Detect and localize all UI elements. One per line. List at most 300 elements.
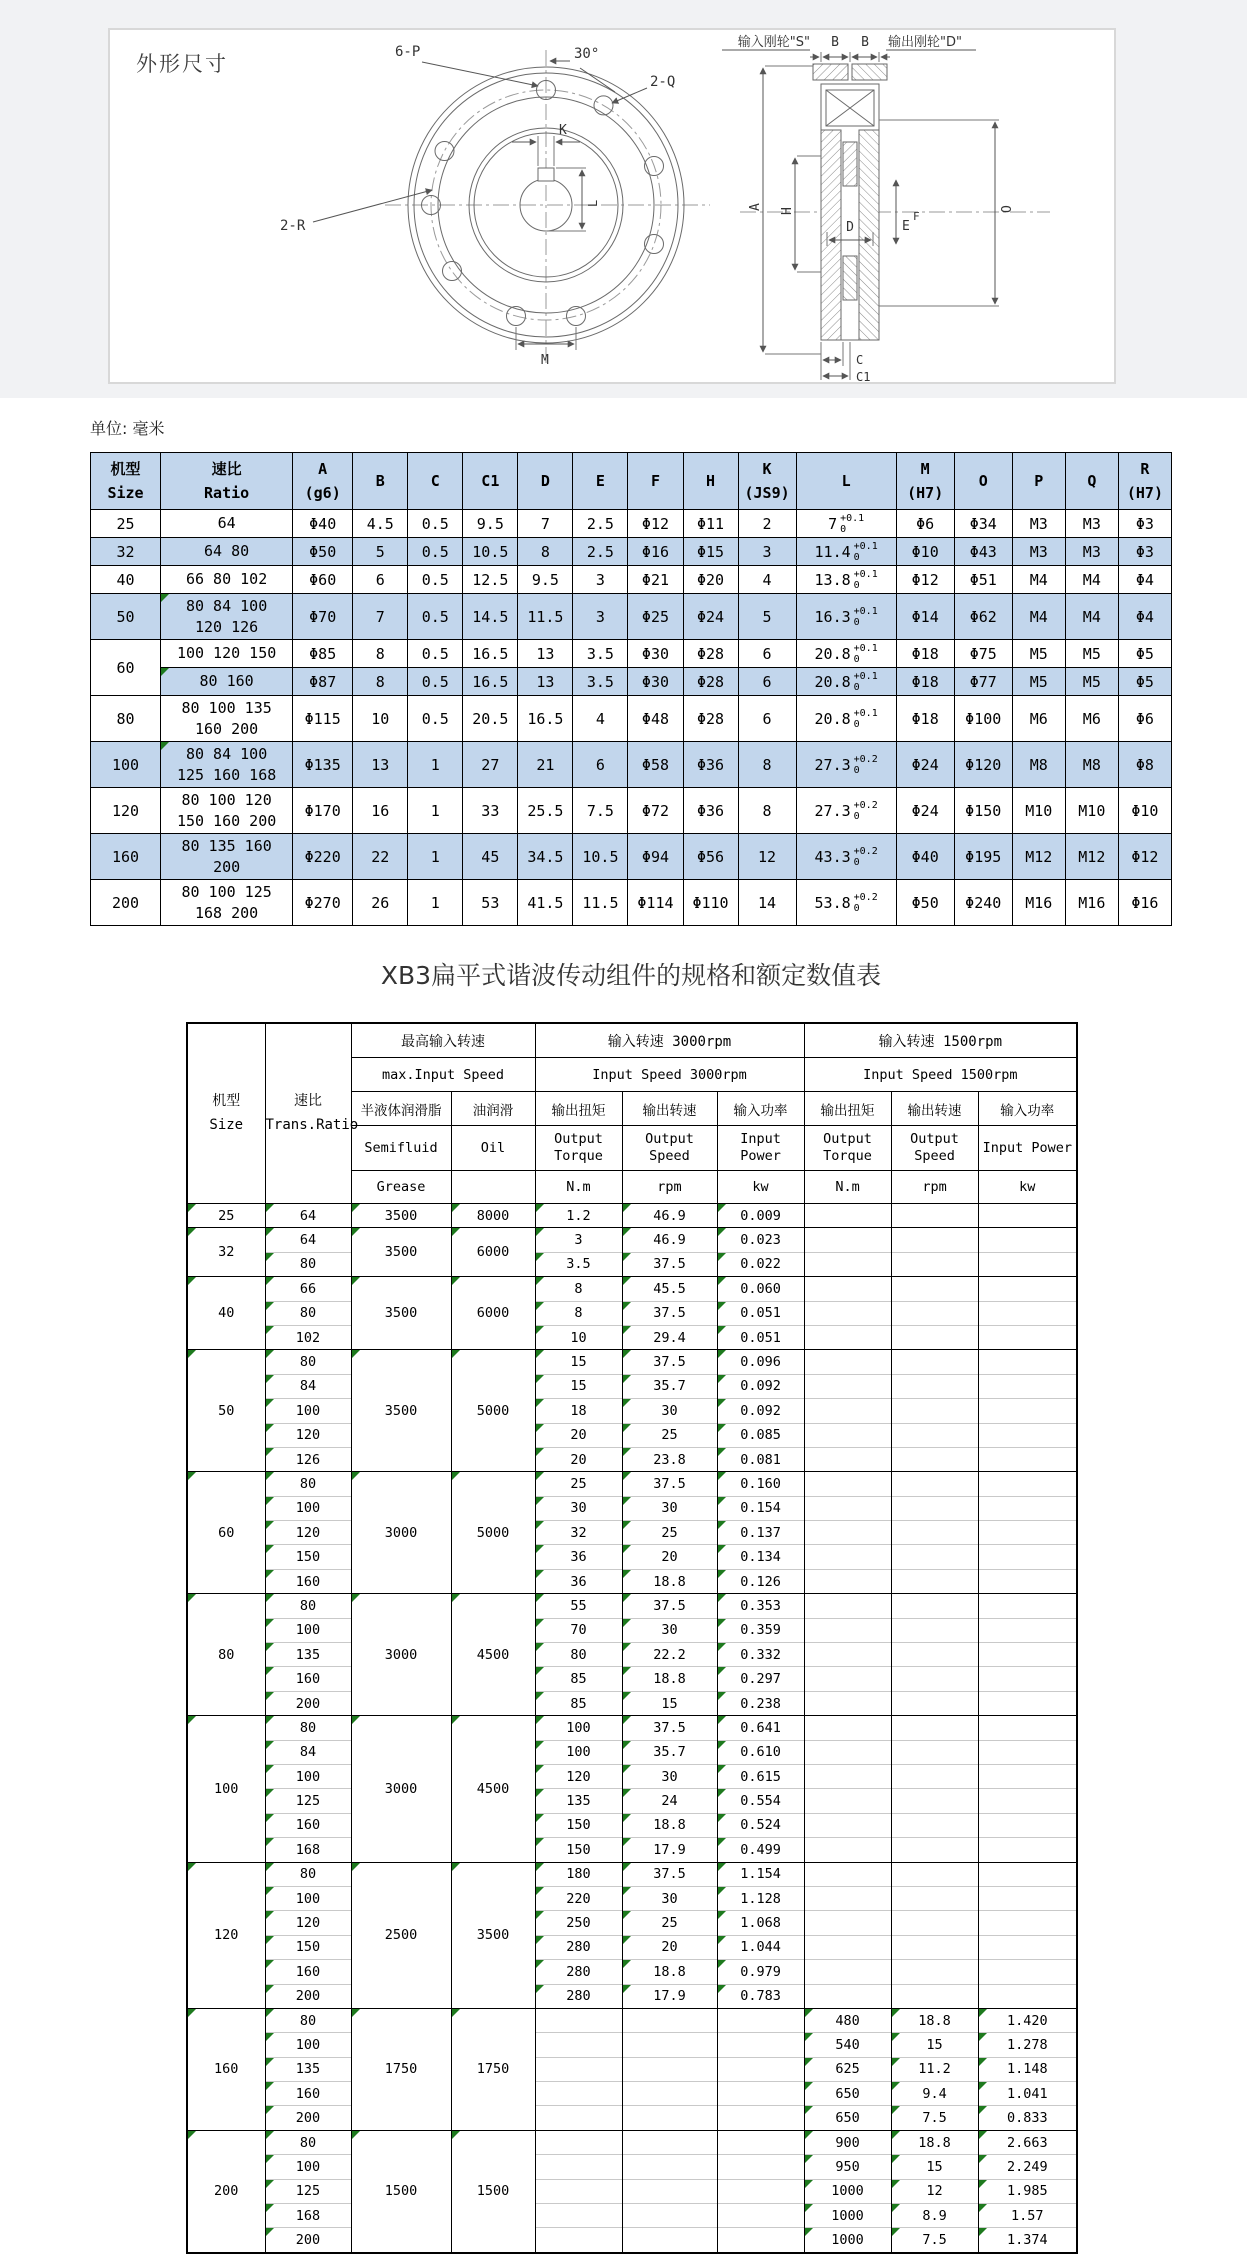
dim-value-cell: 6 xyxy=(738,668,796,696)
spec-torque-1500-cell xyxy=(804,1325,891,1349)
spec-torque-3000-cell: 80 xyxy=(535,1643,622,1667)
l-tolerance xyxy=(854,754,878,776)
spec-power-3000-cell: 0.610 xyxy=(717,1740,804,1764)
dim-size-cell: 50 xyxy=(91,594,161,640)
power-cn-1500: 输入功率 xyxy=(978,1092,1077,1126)
dim-value-cell: M16 xyxy=(1012,880,1065,926)
side-label-input-wheel: 输入刚轮"S" xyxy=(737,35,810,50)
spec-torque-1500-cell xyxy=(804,1447,891,1471)
dim-ratio-cell xyxy=(161,880,293,926)
spec-speed-3000-cell xyxy=(622,2155,717,2179)
spec-ratio-cell: 168 xyxy=(265,2204,351,2228)
spec-power-3000-cell: 0.554 xyxy=(717,1789,804,1813)
spec-table-row xyxy=(187,1252,1077,1276)
torque-en-3000: Output Torque xyxy=(535,1126,622,1171)
spec-power-1500-cell xyxy=(978,1399,1077,1423)
l-value: 7 xyxy=(828,514,838,533)
dim-value-cell: Φ50 xyxy=(293,538,353,566)
dim-value-cell: Φ75 xyxy=(954,640,1012,668)
ratio-line: 125 160 168 xyxy=(176,765,277,784)
spec-power-3000-cell xyxy=(717,2082,804,2106)
spec-power-3000-cell xyxy=(717,2155,804,2179)
dim-value-cell: Φ10 xyxy=(896,538,954,566)
spec-size-cell: 120 xyxy=(187,1862,265,2008)
dim-value-cell: 22 xyxy=(353,834,408,880)
dim-value-cell: Φ36 xyxy=(683,742,738,788)
side-label-c1: C1 xyxy=(856,370,871,382)
spec-torque-1500-cell xyxy=(804,1862,891,1886)
dim-col-header-line2: Size xyxy=(107,484,144,502)
spec-power-1500-cell: 1.148 xyxy=(978,2057,1077,2081)
tolerance-upper: +0.2 xyxy=(853,845,878,857)
spec-ratio-cell: 80 xyxy=(265,2008,351,2032)
spec-power-3000-cell: 0.137 xyxy=(717,1521,804,1545)
spec-power-3000-cell xyxy=(717,2057,804,2081)
spec-torque-3000-cell: 85 xyxy=(535,1667,622,1691)
dim-value-cell: 6 xyxy=(353,566,408,594)
dim-value-cell: Φ16 xyxy=(1118,880,1171,926)
spec-torque-1500-cell xyxy=(804,1350,891,1374)
spec-torque-3000-cell: 30 xyxy=(535,1496,622,1520)
dim-value-cell: Φ3 xyxy=(1118,538,1171,566)
dim-size-cell: 160 xyxy=(91,834,161,880)
dim-value-cell: Φ34 xyxy=(954,510,1012,538)
dim-value-cell: Φ58 xyxy=(628,742,683,788)
tolerance-lower: 0 xyxy=(853,764,860,776)
spec-power-3000-cell: 0.060 xyxy=(717,1277,804,1301)
spec-ratio-cell: 66 xyxy=(265,1277,351,1301)
spec-ratio-cell: 100 xyxy=(265,1399,351,1423)
ratio-line: 64 xyxy=(217,514,236,532)
spec-power-1500-cell xyxy=(978,1350,1077,1374)
dim-col-header-15: Q xyxy=(1065,453,1118,510)
spec-torque-1500-cell: 540 xyxy=(804,2033,891,2057)
spec-ratio-cell: 150 xyxy=(265,1545,351,1569)
spec-power-1500-cell: 1.041 xyxy=(978,2082,1077,2106)
dim-value-cell: M3 xyxy=(1065,538,1118,566)
dim-value-cell: Φ8 xyxy=(1118,742,1171,788)
torque-en-1500: Output Torque xyxy=(804,1126,891,1171)
dim-table-row xyxy=(91,788,1172,834)
spec-power-3000-cell: 0.009 xyxy=(717,1204,804,1228)
dim-value-cell: Φ120 xyxy=(954,742,1012,788)
dim-value-cell: 10.5 xyxy=(463,538,518,566)
dim-col-header-14: P xyxy=(1012,453,1065,510)
dim-value-cell: Φ28 xyxy=(683,696,738,742)
l-value: 53.8 xyxy=(814,893,851,912)
spec-power-3000-cell: 0.022 xyxy=(717,1252,804,1276)
ratio-line: 100 120 150 xyxy=(176,644,277,662)
spec-grease-cell: 3000 xyxy=(351,1594,451,1716)
dim-col-header-3: B xyxy=(353,453,408,510)
spec-torque-3000-cell: 15 xyxy=(535,1374,622,1398)
spec-table-row xyxy=(187,1204,1077,1228)
spec-ratio-cell: 200 xyxy=(265,2106,351,2130)
l-value: 20.8 xyxy=(814,644,851,663)
dim-value-cell: 53 xyxy=(463,880,518,926)
spec-power-1500-cell xyxy=(978,1838,1077,1862)
dim-table-row xyxy=(91,696,1172,742)
spec-speed-3000-cell: 45.5 xyxy=(622,1277,717,1301)
dim-value-cell: Φ4 xyxy=(1118,594,1171,640)
spec-speed-1500-cell xyxy=(891,1374,978,1398)
dim-value-cell: Φ18 xyxy=(896,640,954,668)
ratio-line: 80 84 100 xyxy=(185,744,268,763)
dim-l-cell xyxy=(796,538,896,566)
spec-table-row xyxy=(187,1350,1077,1374)
dim-value-cell: M5 xyxy=(1012,668,1065,696)
size-cn: 机型 xyxy=(212,1092,241,1109)
spec-speed-1500-cell xyxy=(891,1618,978,1642)
spec-table-row xyxy=(187,1569,1077,1593)
spec-power-3000-cell: 0.297 xyxy=(717,1667,804,1691)
spec-torque-1500-cell xyxy=(804,1838,891,1862)
dim-value-cell: M4 xyxy=(1065,594,1118,640)
spec-torque-3000-cell: 55 xyxy=(535,1594,622,1618)
dim-col-header-12 xyxy=(896,453,954,510)
dim-value-cell: Φ50 xyxy=(896,880,954,926)
dim-l-cell xyxy=(796,566,896,594)
spec-power-1500-cell xyxy=(978,1325,1077,1349)
spec-power-1500-cell xyxy=(978,1569,1077,1593)
spec-oil-cell: 3500 xyxy=(451,1862,535,2008)
spec-power-1500-cell: 1.420 xyxy=(978,2008,1077,2032)
spec-torque-3000-cell: 18 xyxy=(535,1399,622,1423)
spec-torque-1500-cell xyxy=(804,1399,891,1423)
spec-power-1500-cell xyxy=(978,1935,1077,1959)
spec-torque-1500-cell: 1000 xyxy=(804,2179,891,2203)
spec-ratio-cell: 120 xyxy=(265,1521,351,1545)
spec-power-1500-cell xyxy=(978,1886,1077,1910)
dim-value-cell: Φ3 xyxy=(1118,510,1171,538)
tolerance-upper: +0.1 xyxy=(853,670,878,682)
spec-torque-3000-cell: 10 xyxy=(535,1325,622,1349)
dim-value-cell: Φ24 xyxy=(896,742,954,788)
spec-power-1500-cell xyxy=(978,1521,1077,1545)
tolerance-upper: +0.2 xyxy=(853,891,878,903)
dim-value-cell: Φ60 xyxy=(293,566,353,594)
spec-torque-3000-cell xyxy=(535,2033,622,2057)
dim-l-cell xyxy=(796,788,896,834)
spec-oil-cell: 5000 xyxy=(451,1350,535,1472)
dim-value-cell: 0.5 xyxy=(408,510,463,538)
spec-power-3000-cell: 1.154 xyxy=(717,1862,804,1886)
spec-grease-cell: 3500 xyxy=(351,1228,451,1277)
spec-speed-1500-cell xyxy=(891,1740,978,1764)
dim-value-cell: Φ114 xyxy=(628,880,683,926)
dim-table-row xyxy=(91,834,1172,880)
front-view xyxy=(313,50,710,365)
speed-en-1500: Output Speed xyxy=(891,1126,978,1171)
spec-torque-3000-cell: 3.5 xyxy=(535,1252,622,1276)
spec-speed-3000-cell: 20 xyxy=(622,1545,717,1569)
dim-value-cell: 33 xyxy=(463,788,518,834)
dim-table-row xyxy=(91,668,1172,696)
spec-speed-1500-cell xyxy=(891,1521,978,1545)
dim-size-cell: 200 xyxy=(91,880,161,926)
dim-value-cell: Φ11 xyxy=(683,510,738,538)
dim-value-cell: Φ30 xyxy=(628,640,683,668)
spec-grease-cell: 1750 xyxy=(351,2008,451,2130)
spec-torque-3000-cell: 8 xyxy=(535,1277,622,1301)
dim-value-cell: 16.5 xyxy=(463,640,518,668)
spec-speed-3000-cell xyxy=(622,2106,717,2130)
spec-ratio-cell: 120 xyxy=(265,1423,351,1447)
l-value: 27.3 xyxy=(814,755,851,774)
dim-size-cell: 100 xyxy=(91,742,161,788)
spec-torque-1500-cell xyxy=(804,1691,891,1715)
tolerance-lower: 0 xyxy=(853,681,860,693)
front-label-30deg: 30° xyxy=(574,46,600,62)
l-tolerance xyxy=(840,513,864,535)
spec-size-cell: 32 xyxy=(187,1228,265,1277)
spec-table-row xyxy=(187,2130,1077,2154)
dim-value-cell: 0.5 xyxy=(408,594,463,640)
spec-power-1500-cell: 2.663 xyxy=(978,2130,1077,2154)
side-label-f: F xyxy=(913,210,920,223)
spec-table-header xyxy=(187,1023,1077,1204)
spec-speed-3000-cell: 17.9 xyxy=(622,1984,717,2008)
spec-col-ratio-header xyxy=(265,1023,359,1204)
spec-speed-1500-cell xyxy=(891,1325,978,1349)
spec-torque-1500-cell xyxy=(804,1301,891,1325)
power-en-3000: Input Power xyxy=(717,1126,804,1171)
spec-power-3000-cell: 0.238 xyxy=(717,1691,804,1715)
dimension-table xyxy=(90,452,1172,926)
dimension-drawing-panel xyxy=(108,28,1116,384)
dim-value-cell: Φ170 xyxy=(293,788,353,834)
dim-ratio-cell xyxy=(161,834,293,880)
spec-speed-1500-cell xyxy=(891,1472,978,1496)
dim-ratio-cell xyxy=(161,668,293,696)
dim-value-cell: Φ21 xyxy=(628,566,683,594)
spec-torque-1500-cell: 650 xyxy=(804,2082,891,2106)
dim-value-cell: 6 xyxy=(573,742,628,788)
spec-power-1500-cell: 1.374 xyxy=(978,2228,1077,2253)
dim-col-header-16 xyxy=(1118,453,1171,510)
spec-speed-3000-cell: 24 xyxy=(622,1789,717,1813)
l-value: 16.3 xyxy=(814,607,851,626)
spec-torque-1500-cell xyxy=(804,1374,891,1398)
tolerance-lower: 0 xyxy=(853,653,860,665)
side-label-e: E xyxy=(902,219,910,234)
spec-table-row xyxy=(187,1399,1077,1423)
input-speed-1500-cn: 输入转速 1500rpm xyxy=(804,1023,1077,1058)
dim-col-header-6: D xyxy=(518,453,573,510)
ratio-line: 80 135 160 xyxy=(181,836,272,855)
spec-speed-1500-cell xyxy=(891,1691,978,1715)
spec-table-row xyxy=(187,1911,1077,1935)
side-label-b2: B xyxy=(861,35,869,50)
spec-size-cell: 100 xyxy=(187,1716,265,1862)
dim-value-cell: Φ87 xyxy=(293,668,353,696)
dim-size-cell: 80 xyxy=(91,696,161,742)
spec-speed-3000-cell xyxy=(622,2057,717,2081)
spec-torque-1500-cell xyxy=(804,1618,891,1642)
spec-speed-1500-cell xyxy=(891,1423,978,1447)
spec-speed-1500-cell: 7.5 xyxy=(891,2106,978,2130)
spec-torque-3000-cell: 32 xyxy=(535,1521,622,1545)
dim-value-cell: Φ51 xyxy=(954,566,1012,594)
spec-grease-cell: 3500 xyxy=(351,1277,451,1350)
dim-col-header-4: C xyxy=(408,453,463,510)
dim-value-cell: 4 xyxy=(738,566,796,594)
spec-speed-3000-cell: 37.5 xyxy=(622,1594,717,1618)
dim-col-header-line1: M xyxy=(920,460,930,478)
spec-power-1500-cell xyxy=(978,1789,1077,1813)
spec-table-row xyxy=(187,1643,1077,1667)
spec-table-row xyxy=(187,1862,1077,1886)
dim-value-cell: 10 xyxy=(353,696,408,742)
dim-value-cell: 12.5 xyxy=(463,566,518,594)
spec-ratio-cell: 64 xyxy=(265,1228,351,1252)
spec-grease-cell: 3500 xyxy=(351,1204,451,1228)
dim-col-header-1 xyxy=(161,453,293,510)
spec-torque-1500-cell xyxy=(804,1521,891,1545)
power-en-1500: Input Power xyxy=(978,1126,1077,1171)
spec-torque-1500-cell xyxy=(804,1228,891,1252)
dim-value-cell: M3 xyxy=(1012,510,1065,538)
tolerance-lower: 0 xyxy=(853,718,860,730)
side-label-a: A xyxy=(748,203,763,211)
dim-col-header-11: L xyxy=(796,453,896,510)
dim-value-cell: Φ36 xyxy=(683,788,738,834)
dim-col-header-line2: (H7) xyxy=(907,484,944,502)
dim-value-cell: Φ10 xyxy=(1118,788,1171,834)
spec-speed-1500-cell: 15 xyxy=(891,2155,978,2179)
spec-torque-3000-cell: 36 xyxy=(535,1569,622,1593)
spec-power-1500-cell xyxy=(978,1691,1077,1715)
spec-power-3000-cell xyxy=(717,2008,804,2032)
spec-grease-cell: 3000 xyxy=(351,1472,451,1594)
dim-value-cell: 8 xyxy=(738,742,796,788)
spec-power-1500-cell xyxy=(978,1423,1077,1447)
spec-power-1500-cell xyxy=(978,1594,1077,1618)
spec-table-row xyxy=(187,1521,1077,1545)
spec-ratio-cell: 84 xyxy=(265,1740,351,1764)
l-tolerance xyxy=(854,569,878,591)
dim-l-cell xyxy=(796,668,896,696)
spec-torque-1500-cell xyxy=(804,1984,891,2008)
spec-torque-1500-cell xyxy=(804,1643,891,1667)
dim-value-cell: 10.5 xyxy=(573,834,628,880)
side-label-output-wheel: 输出刚轮"D" xyxy=(888,35,962,50)
ratio-line: 120 126 xyxy=(195,617,259,636)
spec-torque-3000-cell xyxy=(535,2106,622,2130)
spec-table-row xyxy=(187,1935,1077,1959)
size-en: Size xyxy=(209,1116,244,1133)
spec-table-row xyxy=(187,1838,1077,1862)
spec-table-row xyxy=(187,2033,1077,2057)
side-label-c: C xyxy=(856,353,864,367)
spec-speed-1500-cell xyxy=(891,1277,978,1301)
torque-unit-1500: N.m xyxy=(804,1171,891,1204)
spec-torque-1500-cell xyxy=(804,1740,891,1764)
spec-power-1500-cell xyxy=(978,1764,1077,1788)
spec-torque-3000-cell: 150 xyxy=(535,1838,622,1862)
dim-value-cell: 13 xyxy=(518,668,573,696)
dim-value-cell: 9.5 xyxy=(518,566,573,594)
spec-power-3000-cell xyxy=(717,2033,804,2057)
spec-power-1500-cell xyxy=(978,1643,1077,1667)
spec-power-1500-cell: 0.833 xyxy=(978,2106,1077,2130)
unit-label: 单位: 毫米 xyxy=(90,419,165,438)
spec-power-1500-cell xyxy=(978,1496,1077,1520)
dim-value-cell: 3.5 xyxy=(573,640,628,668)
l-tolerance xyxy=(854,671,878,693)
spec-ratio-cell: 80 xyxy=(265,2130,351,2154)
dim-value-cell: Φ70 xyxy=(293,594,353,640)
dim-value-cell: M3 xyxy=(1012,538,1065,566)
spec-speed-1500-cell xyxy=(891,1569,978,1593)
spec-speed-3000-cell xyxy=(622,2082,717,2106)
spec-ratio-cell: 64 xyxy=(265,1204,351,1228)
dim-col-header-line1: E xyxy=(595,472,605,490)
spec-torque-1500-cell xyxy=(804,1716,891,1740)
max-input-speed-cn: 最高输入转速 xyxy=(351,1023,535,1058)
dim-col-header-2 xyxy=(293,453,353,510)
dim-value-cell: M6 xyxy=(1012,696,1065,742)
spec-torque-1500-cell xyxy=(804,1545,891,1569)
dim-col-header-line2: (JS9) xyxy=(744,484,790,502)
spec-power-1500-cell xyxy=(978,1813,1077,1837)
spec-table-row xyxy=(187,1691,1077,1715)
dim-value-cell: 0.5 xyxy=(408,538,463,566)
spec-torque-3000-cell: 150 xyxy=(535,1813,622,1837)
spec-power-1500-cell xyxy=(978,1228,1077,1252)
front-label-2r: 2-R xyxy=(280,218,306,234)
front-label-2q: 2-Q xyxy=(650,74,676,90)
ratio-cn: 速比 xyxy=(294,1092,322,1109)
spec-speed-3000-cell: 30 xyxy=(622,1496,717,1520)
spec-power-1500-cell xyxy=(978,1472,1077,1496)
dim-value-cell: 12 xyxy=(738,834,796,880)
spec-table-row xyxy=(187,2057,1077,2081)
dim-value-cell: M5 xyxy=(1065,668,1118,696)
spec-speed-3000-cell: 37.5 xyxy=(622,1301,717,1325)
dim-ratio-cell xyxy=(161,594,293,640)
spec-power-1500-cell xyxy=(978,1545,1077,1569)
spec-speed-1500-cell xyxy=(891,1447,978,1471)
spec-table-row xyxy=(187,1740,1077,1764)
spec-torque-3000-cell xyxy=(535,2228,622,2253)
spec-size-cell: 60 xyxy=(187,1472,265,1594)
spec-size-cell: 80 xyxy=(187,1594,265,1716)
spec-power-1500-cell xyxy=(978,1862,1077,1886)
spec-torque-1500-cell: 625 xyxy=(804,2057,891,2081)
spec-speed-1500-cell xyxy=(891,1935,978,1959)
spec-torque-1500-cell xyxy=(804,1960,891,1984)
dim-col-header-line1: 机型 xyxy=(110,460,141,478)
spec-speed-3000-cell xyxy=(622,2033,717,2057)
spec-power-3000-cell: 0.092 xyxy=(717,1374,804,1398)
dim-value-cell: Φ24 xyxy=(683,594,738,640)
dim-table-row xyxy=(91,510,1172,538)
spec-speed-3000-cell: 25 xyxy=(622,1423,717,1447)
spec-ratio-cell: 120 xyxy=(265,1911,351,1935)
ratio-line: 200 xyxy=(213,857,241,876)
technical-drawing xyxy=(110,30,1114,382)
dim-value-cell: 0.5 xyxy=(408,566,463,594)
dim-value-cell: 1 xyxy=(408,880,463,926)
spec-speed-1500-cell xyxy=(891,1228,978,1252)
dim-value-cell: Φ14 xyxy=(896,594,954,640)
tolerance-lower: 0 xyxy=(853,579,860,591)
dim-col-header-8: F xyxy=(628,453,683,510)
dim-table-row xyxy=(91,594,1172,640)
spec-table-row xyxy=(187,1374,1077,1398)
dim-value-cell: Φ28 xyxy=(683,640,738,668)
